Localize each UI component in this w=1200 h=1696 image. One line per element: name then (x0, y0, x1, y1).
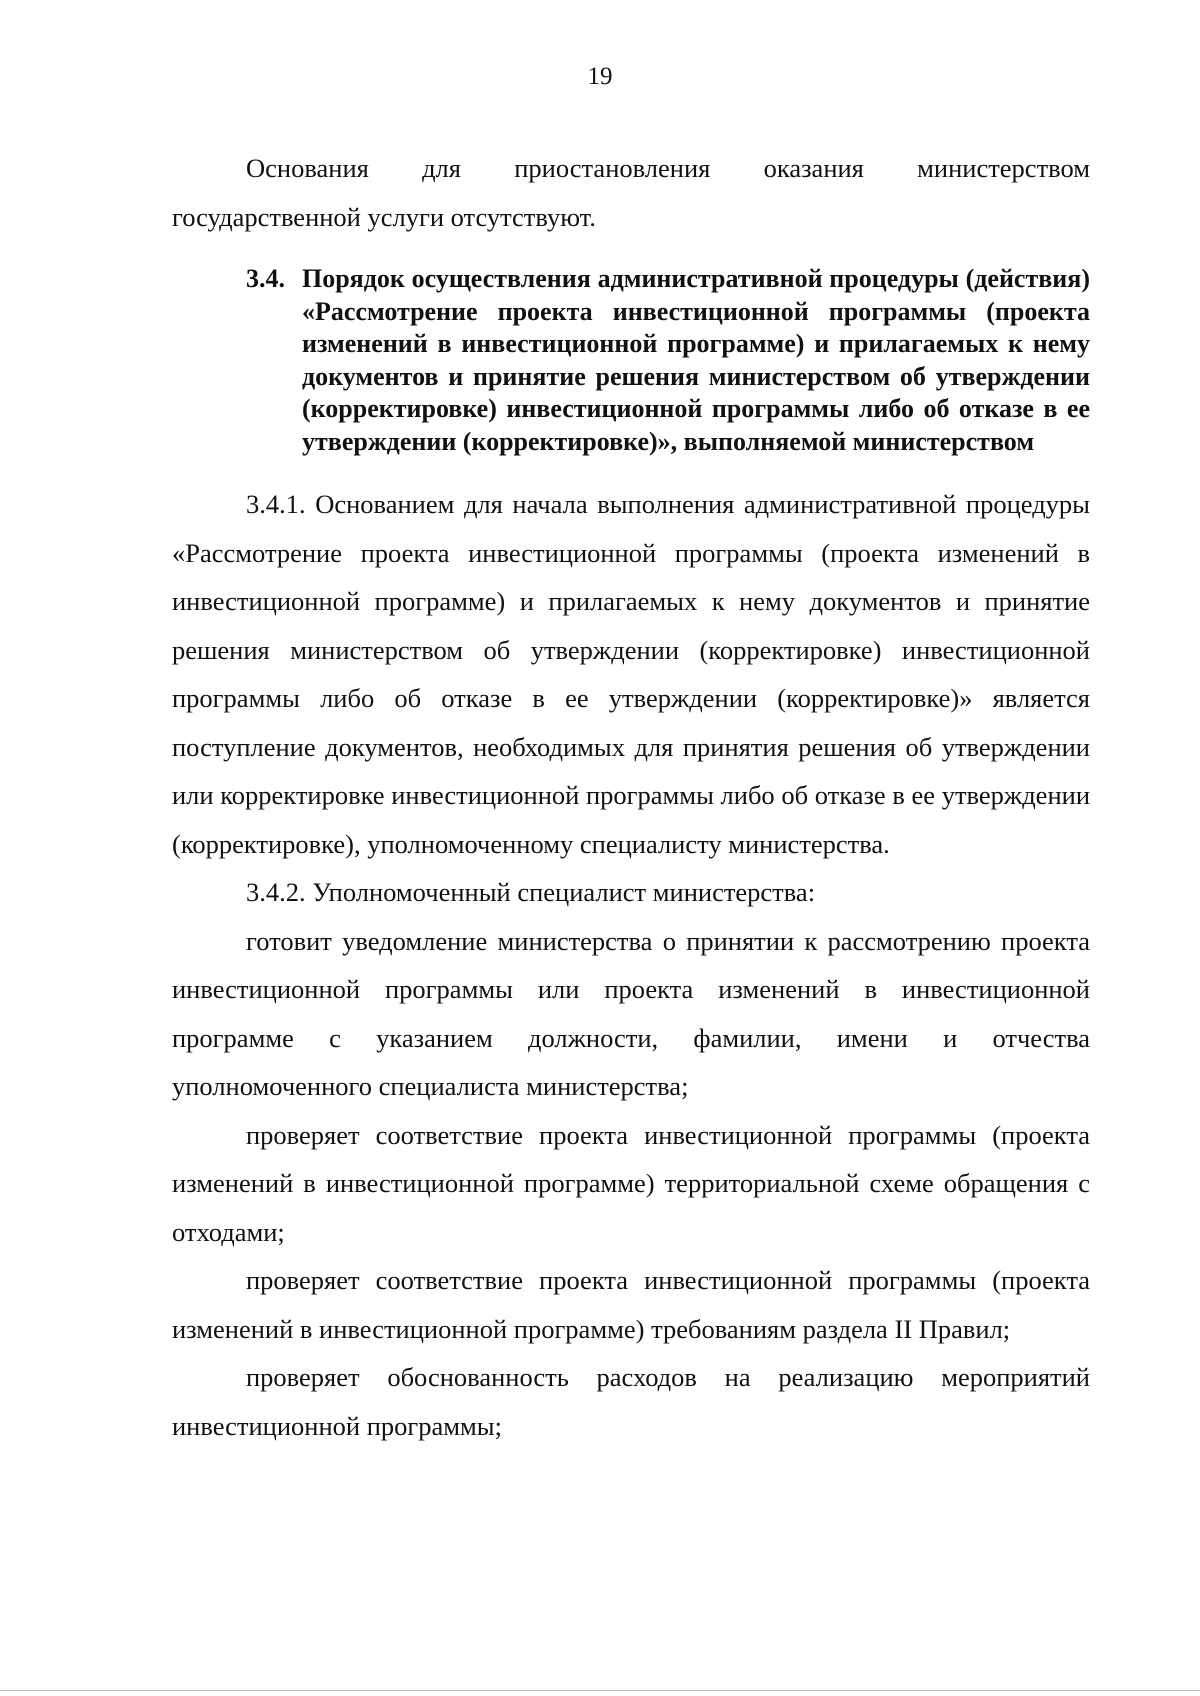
page-number: 19 (587, 63, 613, 90)
paragraph-checks-territorial-scheme: проверяет соответствие проекта инвестиционной программы (проекта изменений в инвестиционной программе) территориальной схеме обращения с отходами; (172, 1119, 1090, 1247)
section-heading-block (246, 263, 1090, 458)
paragraph-no-suspension-grounds: Основания для приостановления оказания министерством государственной услуги отсутствуют. (172, 153, 1090, 232)
paragraph-prepares-notice: готовит уведомление министерства о принятии к рассмотрению проекта инвестиционной программы или проекта изменений в инвестиционной программе с указанием должности, фамилии, имени и отчества уполномоченного специалиста министерства; (172, 925, 1090, 1101)
section-heading-3-4 (172, 263, 1090, 458)
paragraph-checks-expenses: проверяет обоснованность расходов на реализацию мероприятий инвестиционной программы; (172, 1362, 1090, 1441)
section-title: Порядок осуществления административной процедуры (действия) «Рассмотрение проекта инвестиционной программы (проекта изменений в инвестиционной программе) и прилагаемых к нему документов и принятие решения министерством об утверждении (корректировке) инвестиционной программы либо об отказе в ее утверждении (корректировке)», выполняемой министерством (302, 264, 1090, 456)
paragraph-3-4-1: 3.4.1. Основанием для начала выполнения административной процедуры «Рассмотрение проекта инвестиционной программы (проекта изменений в инвестиционной программе) и прилагаемых к нему документов и принятие решения министерством об утверждении (корректировке) инвестиционной программы либо об отказе в ее утверждении (корректировке)» является поступление документов, необходимых для принятия решения об утверждении или корректировке инвестиционной программы либо об отказе в ее утверждении (корректировке), уполномоченному специалисту министерства. (172, 489, 1090, 859)
document-body (172, 144, 1090, 1450)
paragraph-3-4-2: 3.4.2. Уполномоченный специалист министерства: (246, 877, 816, 907)
paragraph-checks-section-ii: проверяет соответствие проекта инвестиционной программы (проекта изменений в инвестиционной программе) требованиям раздела II Правил; (172, 1265, 1090, 1344)
scan-bottom-edge (0, 1690, 1200, 1691)
section-number: 3.4. (246, 264, 285, 293)
